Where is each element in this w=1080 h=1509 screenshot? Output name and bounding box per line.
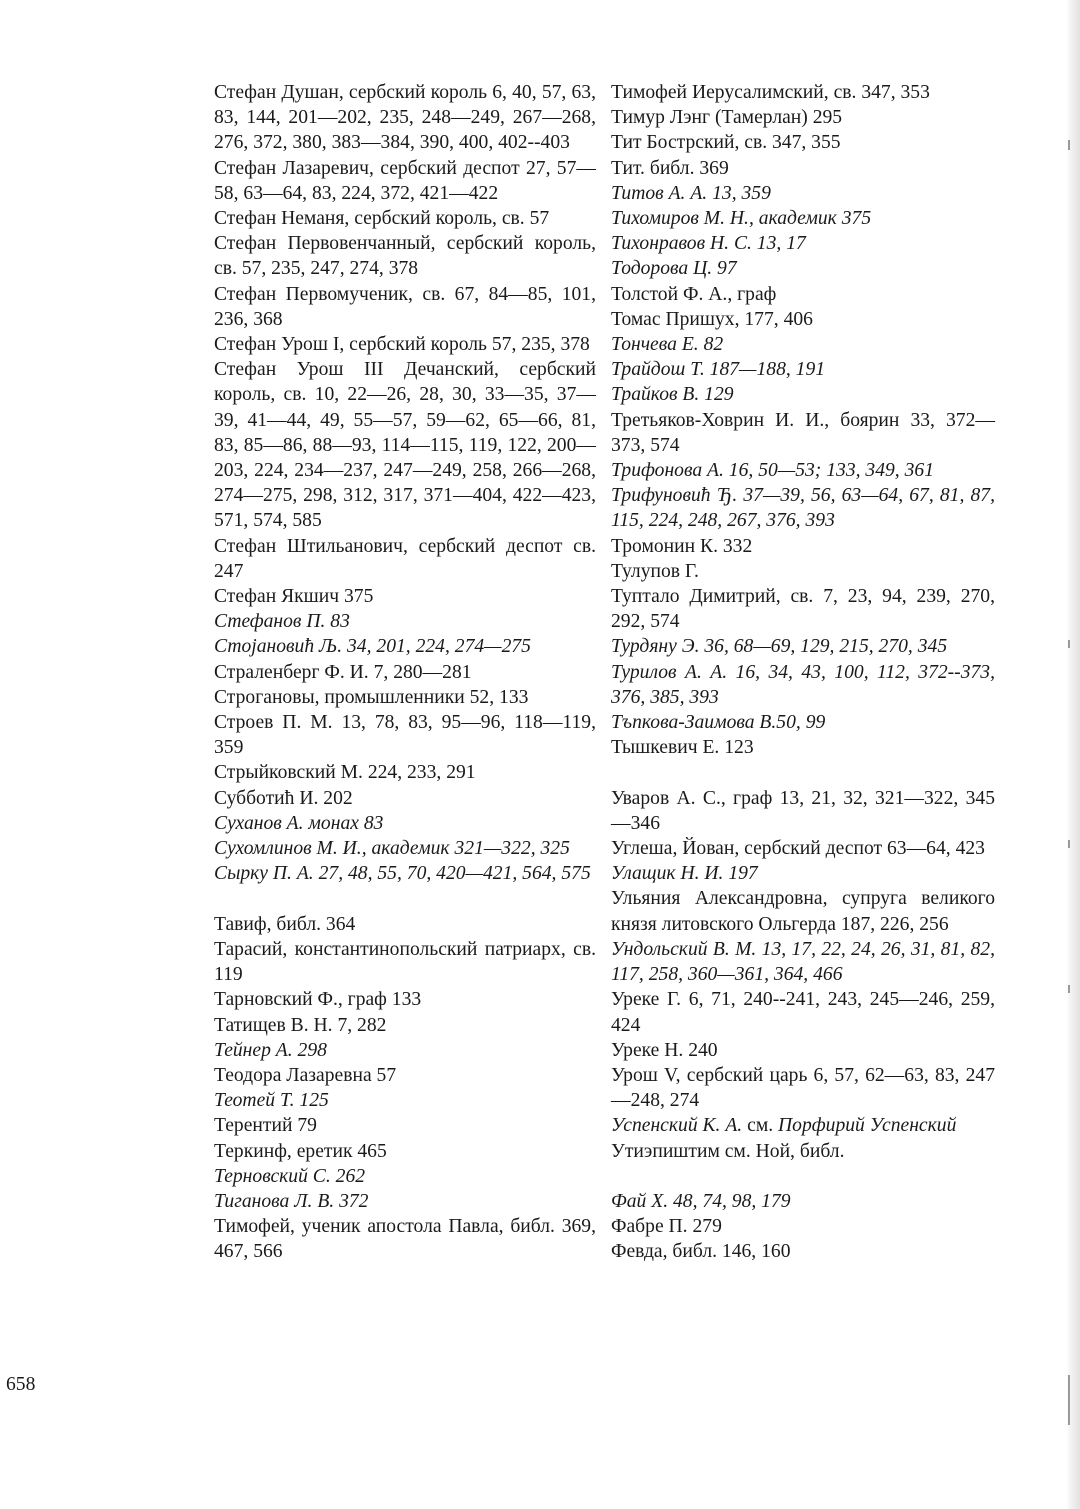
index-entry: Трайков В. 129 <box>611 384 734 406</box>
page-number: 658 <box>6 1374 36 1395</box>
index-entry: Февда, библ. 146, 160 <box>611 1241 791 1263</box>
index-entry: Стефан Урош I, сербский король 57, 235, 378 <box>214 334 590 356</box>
index-entry: Углеша, Йован, сербский деспот 63—64, 423 <box>611 838 985 860</box>
index-entry: Страленберг Ф. И. 7, 280—281 <box>214 661 472 683</box>
index-entry: Ульяния Александровна, супруга великого князя литовского Ольгерда 187, 226, 256 <box>611 888 995 935</box>
index-entry: Тулупов Г. <box>611 560 699 582</box>
index-entry: Тодорова Ц. 97 <box>611 258 737 280</box>
index-entry: Стефан Первомученик, св. 67, 84—85, 101, 236, 368 <box>214 283 596 330</box>
index-column-left <box>214 80 596 1265</box>
index-entry: Тихонравов Н. С. 13, 17 <box>611 233 806 255</box>
index-entry: Фай Х. 48, 74, 98, 179 <box>611 1190 791 1212</box>
index-entry: Строев П. М. 13, 78, 83, 95—96, 118—119, 359 <box>214 712 596 759</box>
index-entry: Турилов А. А. 16, 34, 43, 100, 112, 372--373, 376, 385, 393 <box>611 661 995 708</box>
index-entry: Утиэпиштим см. Ной, библ. <box>611 1140 845 1162</box>
index-entry: Трифонова А. 16, 50—53; 133, 349, 361 <box>611 460 934 482</box>
page-edge-shadow <box>1066 0 1080 1509</box>
index-entry: Тарновский Ф., граф 133 <box>214 989 422 1011</box>
entry-name: Успенский К. А. <box>611 1115 743 1137</box>
index-entry: Фабре П. 279 <box>611 1216 722 1238</box>
index-entry: Ундольский В. М. 13, 17, 22, 24, 26, 31, 81, 82, 117, 258, 360—361, 364, 466 <box>611 938 995 986</box>
edge-mark <box>1068 640 1070 648</box>
edge-mark <box>1068 140 1070 150</box>
index-entry: Уреке Г. 6, 71, 240--241, 243, 245—246, 259, 424 <box>611 989 995 1036</box>
edge-mark <box>1068 985 1070 993</box>
index-entry: Тит. библ. 369 <box>611 157 729 179</box>
index-entry: Трайдош Т. 187—188, 191 <box>611 359 826 381</box>
index-entry: Улащик Н. И. 197 <box>611 863 758 885</box>
index-entry: Теркинф, еретик 465 <box>214 1140 387 1162</box>
index-entry: Тимофей Иерусалимский, св. 347, 353 <box>611 82 930 103</box>
index-entry: Толстой Ф. А., граф <box>611 283 777 305</box>
index-entry: Стефан Штильанович, сербский деспот св. 247 <box>214 535 596 582</box>
index-entry: Урош V, сербский царь 6, 57, 62—63, 83, 247—248, 274 <box>611 1064 995 1112</box>
index-entry: Уреке Н. 240 <box>611 1039 718 1061</box>
section-gap <box>214 887 596 912</box>
index-entry: Тончева Е. 82 <box>611 334 724 356</box>
index-entry: Трифуновић Ђ. 37—39, 56, 63—64, 67, 81, 87, 115, 224, 248, 267, 376, 393 <box>611 485 995 532</box>
index-entry: Туптало Димитрий, св. 7, 23, 94, 239, 270, 292, 574 <box>611 586 995 633</box>
index-entry: Тимур Лэнг (Тамерлан) 295 <box>611 107 843 129</box>
index-entry: Стефанов П. 83 <box>214 611 350 633</box>
index-entry <box>611 1113 995 1138</box>
index-entry: Сырку П. А. 27, 48, 55, 70, 420—421, 564, 575 <box>214 863 591 885</box>
index-entry: Сухомлинов М. И., академик 321—322, 325 <box>214 838 570 860</box>
index-column-right <box>611 80 995 1265</box>
edge-mark <box>1068 1375 1070 1425</box>
index-entry: Стефан Неманя, сербский король, св. 57 <box>214 208 550 230</box>
index-entry: Тышкевич Е. 123 <box>611 737 754 759</box>
index-entry: Стефан Первовенчанный, сербский король, св. 57, 235, 247, 274, 378 <box>214 233 596 280</box>
index-entry: Стојановић Љ. 34, 201, 224, 274—275 <box>214 636 531 658</box>
index-entry: Томас Пришух, 177, 406 <box>611 308 813 330</box>
index-entry: Терентий 79 <box>214 1115 317 1137</box>
index-entry: Терновский С. 262 <box>214 1165 366 1187</box>
index-entry: Татищев В. Н. 7, 282 <box>214 1014 387 1036</box>
index-entry: Титов А. А. 13, 359 <box>611 182 771 204</box>
index-entry: Теодора Лазаревна 57 <box>214 1064 397 1086</box>
index-entry: Тромонин К. 332 <box>611 535 753 557</box>
section-gap <box>611 1164 995 1189</box>
index-entry: Теотей Т. 125 <box>214 1090 329 1112</box>
index-entry: Стефан Урош III Дечанский, сербский король, св. 10, 22—26, 28, 30, 33—35, 37—39, 41—44, 49, 55—57, 59—62, 65—66, 81, 83, 85—86, 88—93, 114—115, 119, 122, 200—203, 224, 234—237, 247—249, 258, 266—268, 274—275, 298, 312, 317, 371—404, 422—423, 571, 574, 585 <box>214 359 596 532</box>
entry-target: Порфирий Успенский <box>778 1115 957 1137</box>
index-entry: Стрыйковский М. 224, 233, 291 <box>214 762 476 784</box>
index-entry: Тъпкова-Заимова В.50, 99 <box>611 712 826 734</box>
index-entry: Субботић И. 202 <box>214 787 353 809</box>
index-entry: Тарасий, константинопольский патриарх, св. 119 <box>214 938 596 986</box>
index-entry: Третьяков-Ховрин И. И., боярин 33, 372—373, 574 <box>611 409 995 456</box>
index-entry: Тиганова Л. В. 372 <box>214 1190 369 1212</box>
edge-mark <box>1068 840 1070 848</box>
entry-see-reference: см. <box>742 1115 779 1137</box>
index-entry: Тавиф, библ. 364 <box>214 913 356 935</box>
index-entry: Турдяну Э. 36, 68—69, 129, 215, 270, 345 <box>611 636 948 658</box>
index-entry: Тимофей, ученик апостола Павла, библ. 369, 467, 566 <box>214 1216 596 1263</box>
index-entry: Стефан Лазаревич, сербский деспот 27, 57—58, 63—64, 83, 224, 372, 421—422 <box>214 157 596 204</box>
index-entry: Уваров А. С., граф 13, 21, 32, 321—322, 345—346 <box>611 787 995 834</box>
index-entry: Стефан Якшич 375 <box>214 586 374 608</box>
index-entry: Тихомиров М. Н., академик 375 <box>611 208 872 230</box>
index-entry: Стефан Душан, сербский король 6, 40, 57, 63, 83, 144, 201—202, 235, 248—249, 267—268, 276, 372, 380, 383—384, 390, 400, 402--403 <box>214 82 596 154</box>
section-gap <box>611 760 995 785</box>
index-entry: Строгановы, промышленники 52, 133 <box>214 686 529 708</box>
index-entry: Тит Бострский, св. 347, 355 <box>611 132 841 154</box>
index-entry: Тейнер А. 298 <box>214 1039 327 1061</box>
index-entry: Суханов А. монах 83 <box>214 812 384 834</box>
